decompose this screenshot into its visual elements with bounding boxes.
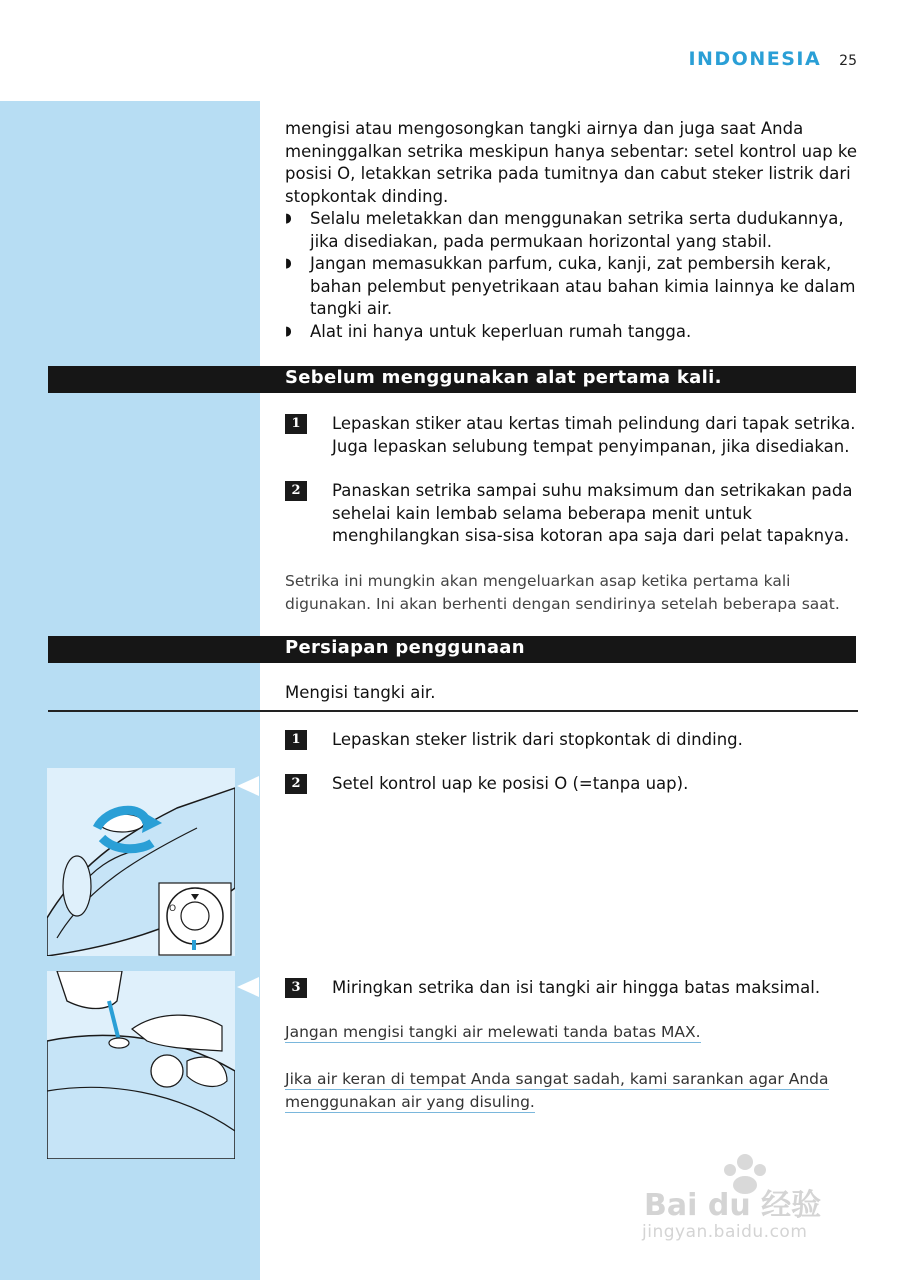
dial-label: O	[169, 904, 177, 914]
section-title-bar	[48, 636, 856, 663]
page-header	[688, 48, 857, 70]
divider	[48, 710, 858, 712]
bullet-icon: ◗	[285, 323, 292, 339]
iron-dial-drawing	[47, 768, 235, 956]
step-item	[285, 773, 860, 796]
note-text	[285, 1021, 860, 1044]
step-item	[285, 729, 860, 752]
bullet-icon: ◗	[285, 211, 292, 226]
step-text: Setel kontrol uap ke posisi O (=tanpa uap).	[332, 774, 689, 793]
bullet-text: Alat ini hanya untuk keperluan rumah tangga.	[310, 321, 692, 341]
step-number: 1	[285, 730, 307, 750]
note-text-underlined: Jangan mengisi tangki air melewati tanda batas MAX.	[285, 1023, 701, 1041]
note-text-underlined: Jika air keran di tempat Anda sangat sadah, kami sarankan agar Anda menggunakan air yang disuling.	[285, 1070, 829, 1111]
illustration-fill-water	[47, 971, 235, 1159]
note-text: Setrika ini mungkin akan mengeluarkan asap ketika pertama kali digunakan. Ini akan berhenti dengan sendirinya setelah beberapa saat.	[285, 572, 840, 613]
step-text: Lepaskan stiker atau kertas timah pelindung dari tapak setrika. Juga lepaskan selubung tempat penyimpanan, jika disediakan.	[332, 414, 856, 456]
intro-paragraph: mengisi atau mengosongkan tangki airnya dan juga saat Anda meninggalkan setrika meskipun hanya sebentar: setel kontrol uap ke posisi O, letakkan setrika pada tumitnya dan cabut steker listrik dari stopkontak dinding.	[285, 119, 858, 206]
page-number: 25	[839, 53, 857, 69]
bullet-item	[285, 208, 860, 253]
section-title-bar	[48, 366, 856, 393]
step-number: 1	[285, 414, 307, 434]
baidu-watermark	[640, 1140, 850, 1250]
section-title: Persiapan penggunaan	[285, 637, 525, 658]
step-number: 2	[285, 481, 307, 501]
step-number: 2	[285, 774, 307, 794]
bullet-text: Selalu meletakkan dan menggunakan setrika serta dudukannya, jika disediakan, pada permukaan horizontal yang stabil.	[310, 209, 844, 251]
callout-arrow-icon	[237, 776, 259, 796]
step-number: 3	[285, 978, 307, 998]
bullet-item	[285, 253, 860, 321]
callout-arrow-icon	[237, 977, 259, 997]
bullet-item	[285, 321, 860, 344]
note-text	[285, 1068, 860, 1113]
bullet-text: Jangan memasukkan parfum, cuka, kanji, zat pembersih kerak, bahan pelembut penyetrikaan atau bahan kimia lainnya ke dalam tangki air.	[310, 254, 856, 318]
watermark-brand: Bai du 经验	[644, 1188, 822, 1223]
step-item	[285, 413, 860, 458]
step-text: Lepaskan steker listrik dari stopkontak di dinding.	[332, 730, 743, 749]
intro-block	[285, 118, 860, 343]
step-text: Miringkan setrika dan isi tangki air hingga batas maksimal.	[332, 978, 821, 997]
subheading: Mengisi tangki air.	[285, 683, 436, 702]
illustration-steam-dial	[47, 768, 235, 956]
bullet-icon: ◗	[285, 256, 292, 271]
watermark-url: jingyan.baidu.com	[642, 1222, 808, 1242]
step-text: Panaskan setrika sampai suhu maksimum dan setrikakan pada sehelai kain lembab selama beberapa menit untuk menghilangkan sisa-sisa kotoran apa saja dari pelat tapaknya.	[332, 481, 853, 545]
step-item	[285, 977, 860, 1000]
language-label: INDONESIA	[688, 48, 822, 70]
step-item	[285, 480, 860, 548]
iron-fill-drawing	[47, 971, 235, 1159]
section-title: Sebelum menggunakan alat pertama kali.	[285, 367, 722, 388]
